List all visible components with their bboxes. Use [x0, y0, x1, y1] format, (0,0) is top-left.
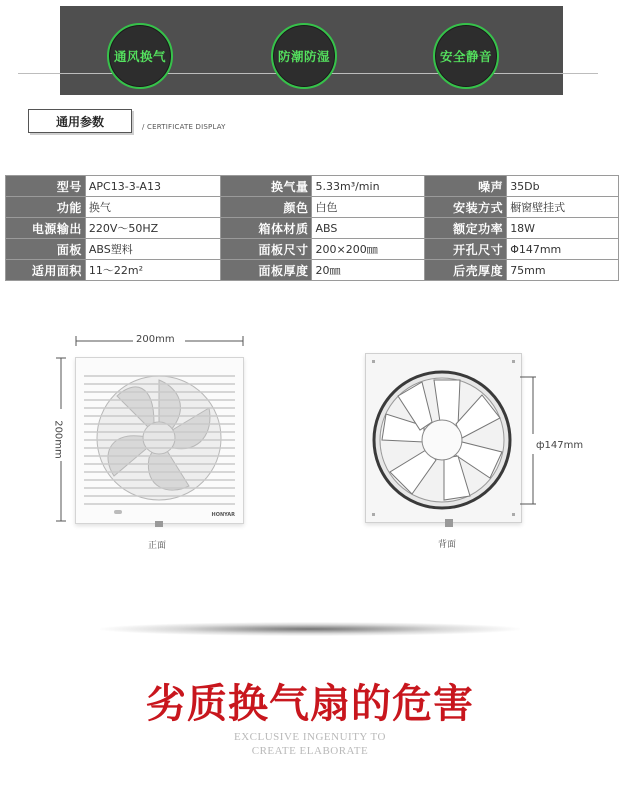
spec-label: 面板: [6, 239, 86, 260]
feature-label: 安全静音: [439, 49, 492, 64]
front-height-label: 200mm: [52, 420, 64, 459]
spec-value: Φ147mm: [507, 239, 619, 260]
spec-label: 电源输出: [6, 218, 86, 239]
fan-impeller-icon: [366, 354, 521, 522]
spec-row: [6, 239, 619, 260]
front-caption: 正面: [148, 541, 167, 551]
spec-label: 适用面积: [6, 260, 86, 281]
section-subtitle: / CERTIFICATE DISPLAY: [142, 123, 226, 131]
spec-label: 换气量: [220, 176, 312, 197]
spec-value: 白色: [312, 197, 425, 218]
spec-value: ABS塑料: [85, 239, 220, 260]
feature-label: 防潮防湿: [277, 49, 330, 64]
cord-stub: [155, 521, 163, 527]
section-heading: 劣质换气扇的危害: [146, 681, 474, 727]
section-title-box: [28, 109, 132, 133]
spec-row: [6, 260, 619, 281]
heading-english-line1: EXCLUSIVE INGENUITY TO: [234, 731, 386, 743]
feature-label: 通风换气: [113, 49, 166, 64]
feature-badge-ventilation: [107, 23, 173, 89]
spec-value: APC13-3-A13: [85, 176, 220, 197]
fan-front-view: [75, 357, 244, 524]
spec-table: [5, 175, 619, 281]
fan-back-view: [365, 353, 522, 523]
spec-value: 200×200㎜: [312, 239, 425, 260]
shadow-divider: [100, 622, 520, 636]
spec-row: [6, 176, 619, 197]
spec-value: 11～22m²: [85, 260, 220, 281]
spec-label: 面板尺寸: [220, 239, 312, 260]
front-width-label: 200mm: [136, 334, 175, 345]
spec-label: 安装方式: [425, 197, 507, 218]
spec-value: ABS: [312, 218, 425, 239]
spec-row: [6, 197, 619, 218]
section-title: 通用参数: [55, 114, 104, 129]
spec-label: 型号: [6, 176, 86, 197]
spec-label: 颜色: [220, 197, 312, 218]
feature-badge-quiet: [433, 23, 499, 89]
spec-label: 功能: [6, 197, 86, 218]
spec-label: 额定功率: [425, 218, 507, 239]
spec-value: 橱窗壁挂式: [507, 197, 619, 218]
spec-value: 35Db: [507, 176, 619, 197]
spec-value: 5.33m³/min: [312, 176, 425, 197]
spec-label: 开孔尺寸: [425, 239, 507, 260]
spec-value: 220V～50HZ: [85, 218, 220, 239]
brand-logo: HONYAR: [211, 512, 235, 518]
spec-value: 75mm: [507, 260, 619, 281]
spec-label: 后壳厚度: [425, 260, 507, 281]
spec-value: 20㎜: [312, 260, 425, 281]
back-caption: 背面: [438, 540, 457, 550]
spec-row: [6, 218, 619, 239]
spec-label: 面板厚度: [220, 260, 312, 281]
feature-badge-moisture: [271, 23, 337, 89]
cord-stub: [445, 519, 453, 527]
fan-grille-icon: [76, 358, 243, 523]
spec-value: 18W: [507, 218, 619, 239]
back-hole-label: ф147mm: [536, 440, 584, 451]
spec-table-body: [6, 176, 619, 281]
spec-label: 箱体材质: [220, 218, 312, 239]
heading-english-line2: CREATE ELABORATE: [251, 745, 369, 757]
spec-value: 换气: [85, 197, 220, 218]
spec-label: 噪声: [425, 176, 507, 197]
